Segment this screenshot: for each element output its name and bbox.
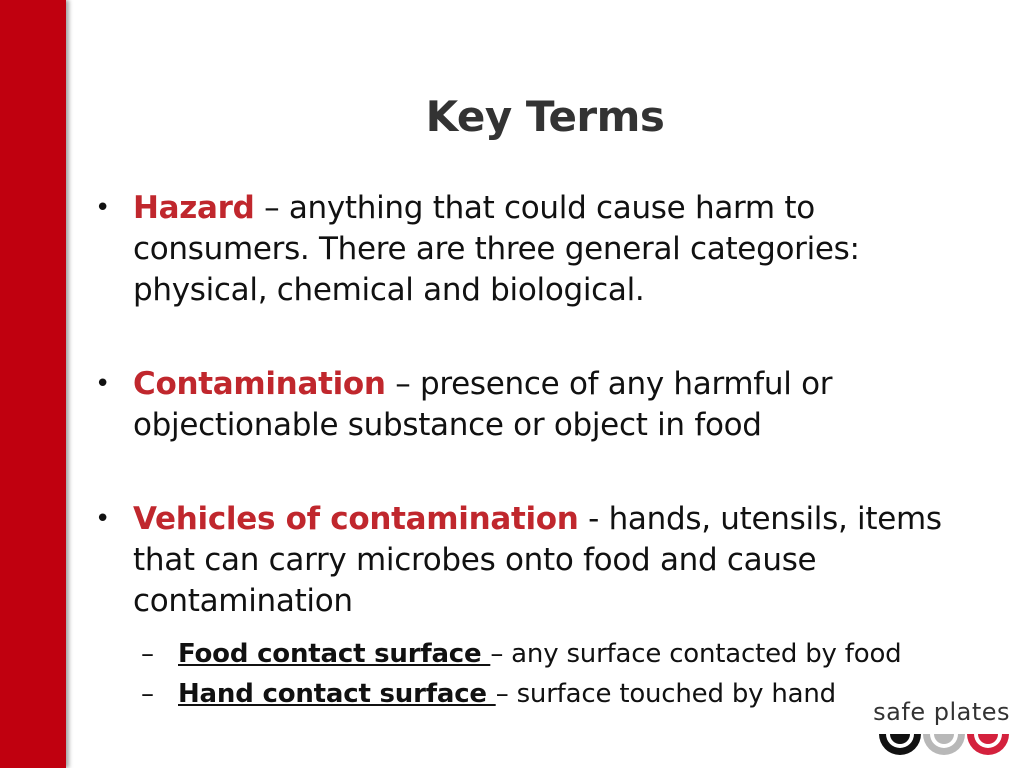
sub-bullet-text: – any surface contacted by food xyxy=(490,639,902,669)
bullet-item-hazard xyxy=(95,188,975,311)
bullet-dot-icon: • xyxy=(95,193,111,223)
sub-bullet-hand-contact xyxy=(133,674,975,714)
bullet-dot-icon: • xyxy=(95,504,111,534)
bullet-text: - hands, utensils, items that can carry microbes onto food and cause contamination xyxy=(133,501,942,619)
sub-bullet-text: – surface touched by hand xyxy=(495,679,836,709)
bullet-term: Vehicles of contamination xyxy=(133,501,579,537)
bullet-term: Hazard xyxy=(133,190,255,226)
sub-bullet-dash-icon: – xyxy=(141,679,154,709)
slide-title: Key Terms xyxy=(425,92,665,141)
bullet-item-contamination xyxy=(95,364,975,446)
sub-bullet-list xyxy=(133,634,975,714)
safe-plates-logo xyxy=(873,698,1012,758)
sub-bullet-dash-icon: – xyxy=(141,639,154,669)
sub-bullet-term: Food contact surface xyxy=(178,639,491,669)
bullet-text: – anything that could cause harm to consumers. There are three general categories: physical, chemical and biological. xyxy=(133,190,860,308)
slide-accent-bar xyxy=(0,0,66,768)
sub-bullet-food-contact xyxy=(133,634,975,674)
sub-bullet-term: Hand contact surface xyxy=(178,679,496,709)
bullet-term: Contamination xyxy=(133,366,386,402)
bullet-dot-icon: • xyxy=(95,369,111,399)
logo-text: safe plates xyxy=(873,698,1010,726)
bullet-text: – presence of any harmful or objectionable substance or object in food xyxy=(133,366,833,443)
bullet-item-vehicles xyxy=(95,499,975,714)
three-plates-icon xyxy=(878,728,1012,758)
bullet-list xyxy=(95,188,975,714)
